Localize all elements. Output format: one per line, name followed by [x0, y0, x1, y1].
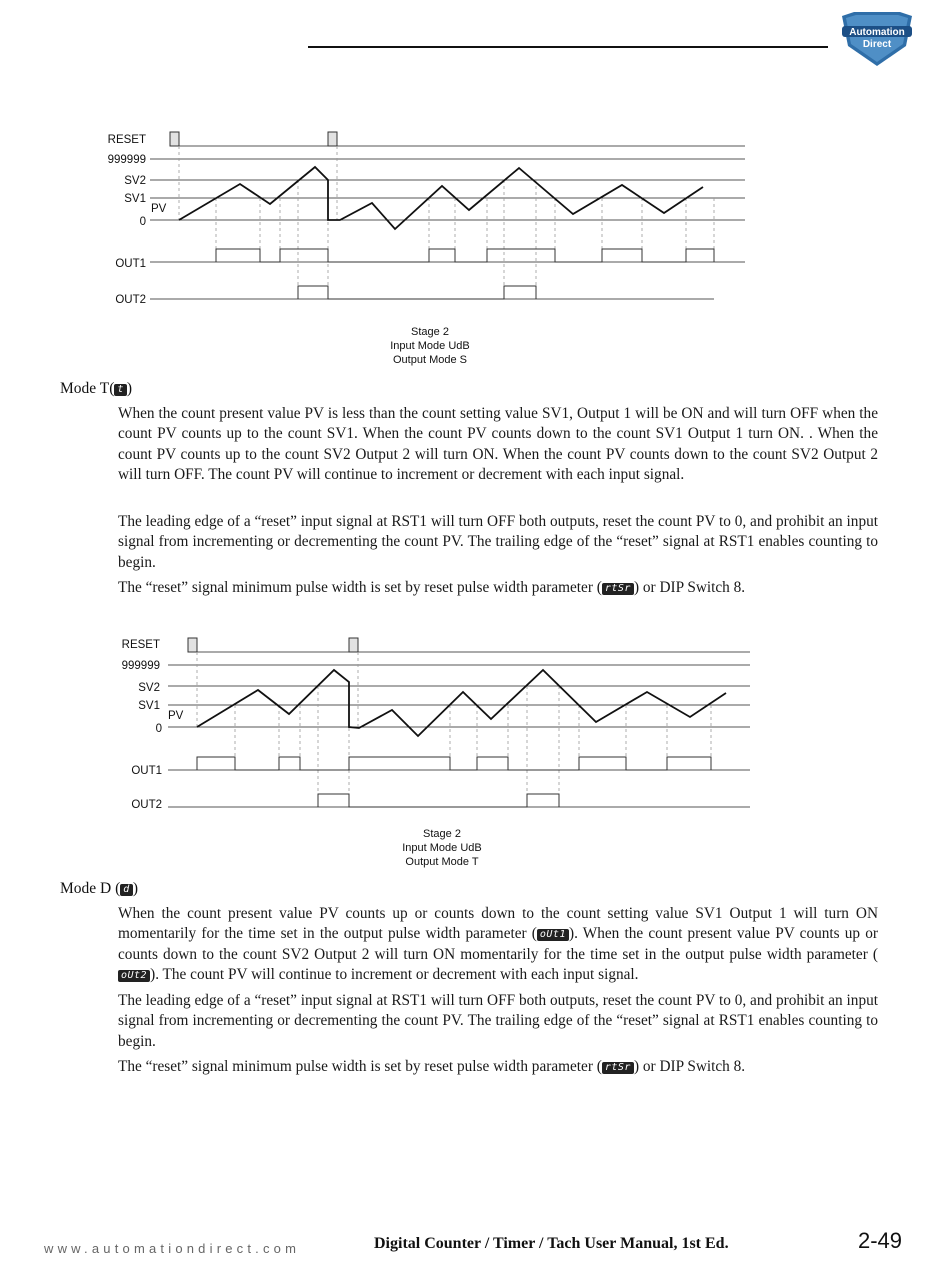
- zero-label: 0: [155, 723, 162, 735]
- reset-label: RESET: [107, 134, 146, 146]
- header-rule: [308, 46, 828, 48]
- reset-pulse: [170, 132, 179, 146]
- mode-t-title: Mode T( t ): [60, 380, 133, 397]
- max-label: 999999: [121, 660, 160, 672]
- footer-url: www.automationdirect.com: [44, 1241, 301, 1256]
- out2-signal: [318, 794, 559, 807]
- zero-label: 0: [139, 216, 146, 228]
- reset-pulse: [349, 638, 358, 652]
- mode-t-paragraph-1: When the count present value PV is less than the count setting value SV1, Output 1 will be ON and will turn OFF when the count PV counts up to the count SV1. When the count PV counts down to the count SV1 Output 1 turn ON. . When the count PV counts up to the count SV2 Output 2 will turn ON. When the count PV counts down to the count SV2 Output 2 will turn OFF. The count PV will continue to increment or decrement with each input signal.: [118, 405, 878, 483]
- out2-signal: [298, 286, 536, 299]
- sv2-label: SV2: [124, 175, 146, 187]
- mode-d-title: Mode D ( d ): [60, 880, 138, 897]
- mode-t-paragraph-3: The “reset” signal minimum pulse width is set by reset pulse width parameter ( rtSr ) or DIP Switch 8.: [118, 579, 746, 596]
- sv1-label: SV1: [138, 700, 160, 712]
- sv1-label: SV1: [124, 193, 146, 205]
- out2-label: OUT2: [115, 294, 146, 306]
- sv2-label: SV2: [138, 682, 160, 694]
- mode-d-paragraph-2: The leading edge of a “reset” input signal at RST1 will turn OFF both outputs, reset the count PV to 0, and prohibit an input signal from incrementing or decrementing the count PV. The trailing edge of the “reset” signal at RST1 enables counting to begin.: [118, 992, 878, 1050]
- page-number: 2-49: [858, 1228, 903, 1253]
- reset-pulse: [328, 132, 337, 146]
- timing-diagram-mode-s: [0, 120, 950, 320]
- automationdirect-logo: [840, 10, 914, 68]
- pv-label: PV: [168, 710, 184, 722]
- mode-t-paragraph-2: The leading edge of a “reset” input signal at RST1 will turn OFF both outputs, reset the count PV to 0, and prohibit an input signal from incrementing or decrementing the count PV. The trailing edge of the “reset” signal at RST1 enables counting to begin.: [118, 513, 878, 571]
- out1-signal: [216, 249, 714, 262]
- out2-label: OUT2: [131, 799, 162, 811]
- svg-text:Direct: Direct: [862, 39, 892, 50]
- lcd-rtsr-code: rtSr: [602, 583, 634, 595]
- pv-label: PV: [151, 203, 167, 215]
- diagram1-caption: Stage 2 Input Mode UdB Output Mode S: [390, 326, 470, 366]
- timing-diagram-mode-t: [0, 625, 950, 825]
- lcd-out1-code: oUt1: [537, 929, 569, 941]
- lcd-out2-code: oUt2: [118, 970, 150, 982]
- diagram2-caption: Stage 2 Input Mode UdB Output Mode T: [402, 828, 482, 868]
- out1-label: OUT1: [115, 258, 146, 270]
- mode-d-paragraph-1: When the count present value PV counts up or counts down to the count setting value SV1 Output 1 will turn ON momentarily for the time set in the output pulse width parameter ( oUt1 ). When the count present value PV counts up or counts down to the count SV2 Output 2 will turn ON momentarily for the time set in the output pulse width parameter (oUt2 ). The count PV will continue to increment or decrement with each input signal.: [118, 905, 878, 983]
- lcd-rtsr-code: rtSr: [602, 1062, 634, 1074]
- lcd-t-icon: t: [114, 384, 127, 396]
- reset-pulse: [188, 638, 197, 652]
- out1-label: OUT1: [131, 765, 162, 777]
- lcd-d-icon: d: [120, 884, 133, 896]
- mode-d-paragraph-3: The “reset” signal minimum pulse width is set by reset pulse width parameter ( rtSr ) or DIP Switch 8.: [118, 1058, 746, 1075]
- svg-text:Automation: Automation: [849, 27, 905, 38]
- max-label: 999999: [107, 154, 146, 166]
- reset-label: RESET: [121, 639, 160, 651]
- footer-title: Digital Counter / Timer / Tach User Manual, 1st Ed.: [374, 1235, 729, 1252]
- pv-waveform: [197, 670, 726, 736]
- out1-signal: [197, 757, 711, 770]
